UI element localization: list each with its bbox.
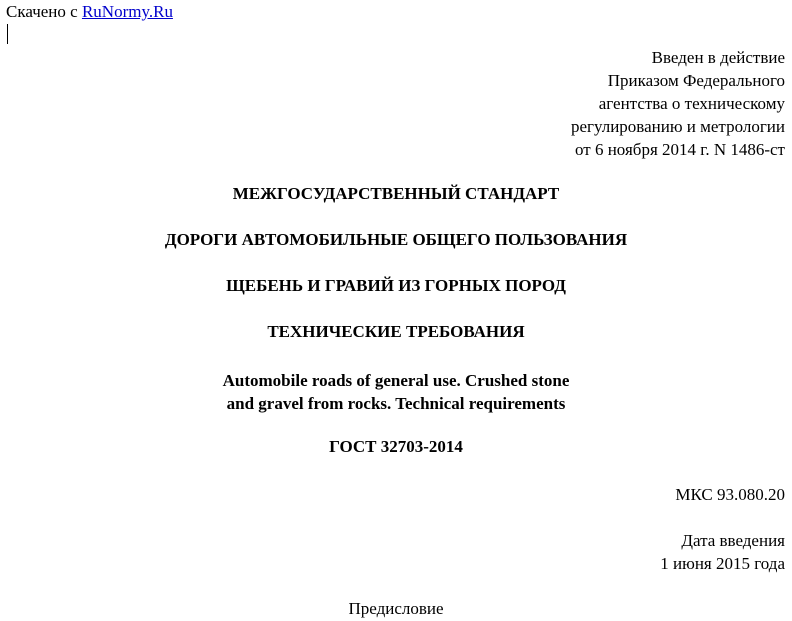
text-cursor bbox=[7, 24, 8, 44]
decree-line: от 6 ноября 2014 г. N 1486-ст bbox=[575, 140, 785, 159]
english-title-line: Automobile roads of general use. Crushed stone bbox=[222, 371, 570, 390]
gost-number: ГОСТ 32703-2014 bbox=[329, 437, 463, 456]
source-link[interactable]: RuNormy.Ru bbox=[81, 2, 173, 21]
introduction-date-block bbox=[660, 529, 785, 575]
mks-code bbox=[675, 483, 785, 506]
source-line bbox=[6, 2, 173, 22]
english-title-line: and gravel from rocks. Technical requirements bbox=[226, 394, 566, 413]
subject-heading: ЩЕБЕНЬ И ГРАВИЙ ИЗ ГОРНЫХ ПОРОД bbox=[226, 276, 566, 295]
introduction-label: Дата введения bbox=[681, 531, 785, 550]
decree-line: агентства о техническому bbox=[598, 94, 785, 113]
introduction-date: 1 июня 2015 года bbox=[660, 554, 785, 573]
decree-line: регулированию и метрологии bbox=[570, 117, 785, 136]
mks-code-text: МКС 93.080.20 bbox=[675, 485, 785, 504]
decree-line: Приказом Федерального bbox=[607, 71, 785, 90]
roads-heading: ДОРОГИ АВТОМОБИЛЬНЫЕ ОБЩЕГО ПОЛЬЗОВАНИЯ bbox=[164, 230, 628, 249]
preface-title: Предисловие bbox=[348, 599, 444, 618]
requirements-heading: ТЕХНИЧЕСКИЕ ТРЕБОВАНИЯ bbox=[267, 322, 525, 341]
decree-block bbox=[571, 46, 785, 161]
decree-line: Введен в действие bbox=[651, 48, 785, 67]
source-prefix: Скачено с bbox=[6, 2, 82, 21]
english-title bbox=[0, 369, 792, 415]
standard-type-heading: МЕЖГОСУДАРСТВЕННЫЙ СТАНДАРТ bbox=[232, 184, 560, 203]
